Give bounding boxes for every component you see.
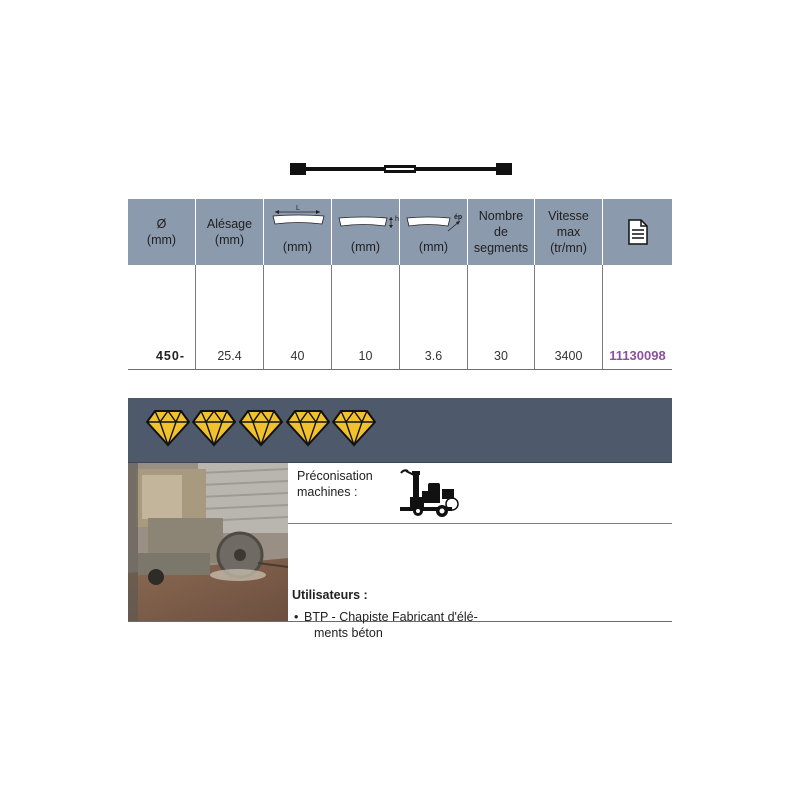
cell-bore: 25.4 [195, 265, 263, 369]
header-diameter-unit: (mm) [146, 233, 177, 247]
floor-saw-icon [398, 467, 460, 519]
spec-table [128, 199, 672, 370]
product-reference-link[interactable]: 11130098 [602, 265, 672, 369]
header-length [263, 199, 331, 265]
users-list [294, 609, 494, 641]
rating-bar [128, 398, 672, 463]
bullet-icon: • [294, 610, 299, 624]
diamond-icon [332, 409, 376, 447]
table-row [128, 265, 672, 370]
header-speed-line2: max [556, 225, 581, 239]
header-speed-line3: (tr/mn) [550, 241, 587, 255]
cell-length: 40 [263, 265, 331, 369]
header-bore-label: Alésage [206, 217, 253, 231]
header-diameter [128, 199, 195, 265]
cell-speed: 3400 [534, 265, 602, 369]
machines-label: Préconisation machines : [297, 469, 373, 499]
spec-table-header [128, 199, 672, 265]
list-item [294, 609, 494, 625]
segment-thickness-icon [404, 205, 466, 235]
segment-length-icon [268, 205, 328, 231]
machines-recommendation [288, 463, 672, 524]
diamond-icon [146, 409, 190, 447]
product-info-panel [128, 398, 672, 640]
header-segments-line1: Nombre [478, 209, 524, 223]
header-height-label: h [395, 216, 399, 223]
header-bore [195, 199, 263, 265]
users-item-line1: BTP - Chapiste Fabricant d'élé- [304, 610, 478, 624]
header-segments-line2: de [494, 225, 508, 239]
users-title: Utilisateurs : [292, 588, 368, 602]
header-speed-line1: Vitesse [548, 209, 589, 223]
header-segments [467, 199, 534, 265]
product-photo [128, 463, 288, 621]
cell-thickness: 3.6 [399, 265, 467, 369]
datasheet-icon[interactable] [627, 219, 649, 245]
diamond-icon [239, 409, 283, 447]
header-length-unit: (mm) [282, 240, 313, 254]
cell-diameter: 450- [155, 349, 185, 363]
panel-body [128, 463, 672, 640]
disc-profile-icon [290, 162, 512, 176]
diamond-icon [286, 409, 330, 447]
header-thickness-unit: (mm) [418, 240, 449, 254]
header-height [331, 199, 399, 265]
header-diameter-label: Ø [156, 217, 167, 231]
header-thickness-label: ép [454, 214, 463, 221]
cell-height: 10 [331, 265, 399, 369]
header-thickness [399, 199, 467, 265]
header-height-unit: (mm) [350, 240, 381, 254]
cell-segments: 30 [467, 265, 534, 369]
diamond-icon [192, 409, 236, 447]
header-segments-line3: segments [473, 241, 529, 255]
header-datasheet [602, 199, 672, 265]
header-length-label: L [296, 205, 300, 212]
users-item-line2: ments béton [314, 626, 383, 640]
segment-height-icon [336, 205, 398, 231]
header-bore-unit: (mm) [214, 233, 245, 247]
header-speed [534, 199, 602, 265]
